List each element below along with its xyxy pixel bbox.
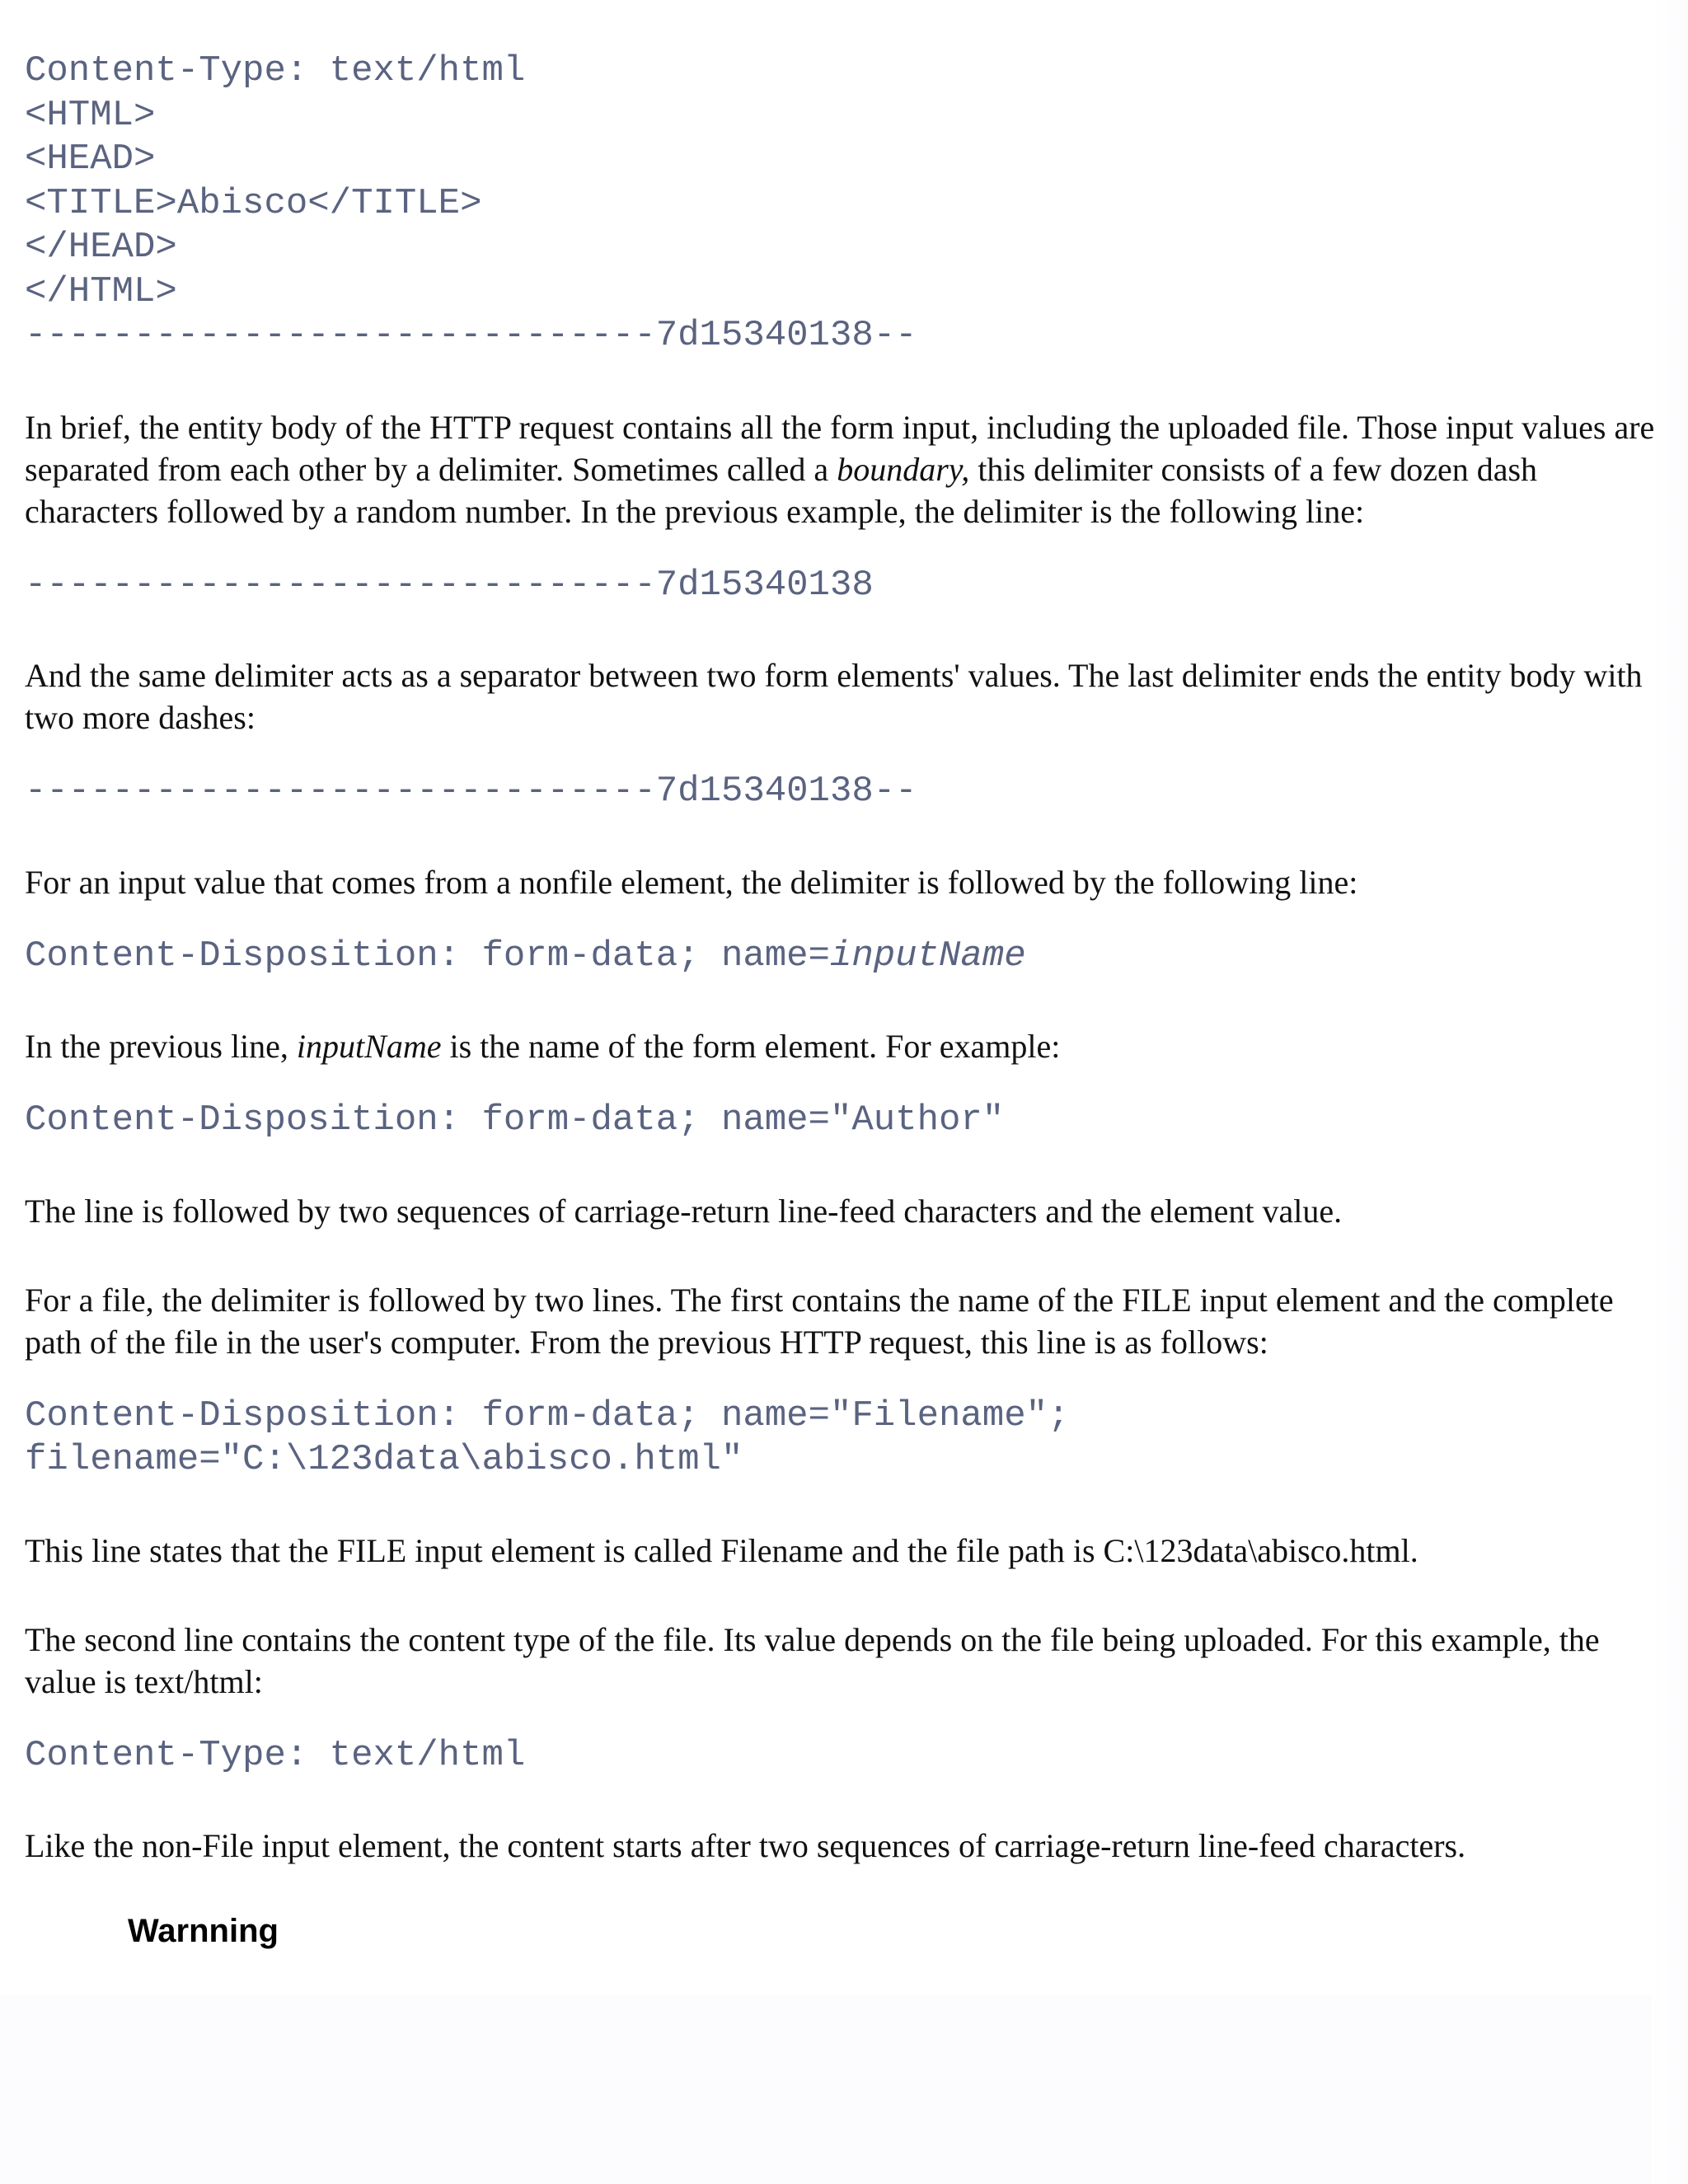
document-page (25, 49, 1665, 1950)
paragraph-inputname (25, 1025, 1665, 1067)
paragraph-file: For a file, the delimiter is followed by two lines. The first contains the name of the FILE input element and the complete path of the file in the user's computer. From the previous HTTP request, this line is as follows: (25, 1281, 1614, 1361)
code-line: </HEAD> (25, 227, 177, 268)
code-line: Content-Disposition: form-data; name="Filename"; (25, 1394, 1070, 1436)
paragraph-file-path: This line states that the FILE input element is called Filename and the file path is C:\123data\abisco.html. (25, 1531, 1418, 1569)
paragraph-content-type: The second line contains the content type of the file. Its value depends on the file being uploaded. For this example, the value is text/html: (25, 1620, 1600, 1700)
code-block-top (25, 49, 1665, 359)
paragraph-text: this delimiter consists of a few dozen dash characters followed by a random number. In the previous example, the delimiter is the following line: (25, 450, 1538, 530)
paragraph-crlf: The line is followed by two sequences of carriage-return line-feed characters and the element value. (25, 1192, 1343, 1230)
code-delimiter-end: -----------------------------7d15340138-- (25, 771, 917, 812)
paragraph-nonfile: For an input value that comes from a nonfile element, the delimiter is followed by the following line: (25, 863, 1358, 901)
code-line: <HEAD> (25, 138, 156, 180)
code-line: -----------------------------7d15340138-- (25, 315, 917, 356)
code-content-type: Content-Type: text/html (25, 1734, 526, 1776)
code-disposition-author: Content-Disposition: form-data; name="Author" (25, 1099, 1005, 1141)
code-emphasis: inputName (829, 935, 1026, 977)
paragraph-emphasis: boundary, (837, 450, 970, 488)
code-line: </HTML> (25, 270, 177, 312)
code-text: Content-Disposition: form-data; name= (25, 935, 830, 977)
paragraph-text: In brief, the entity body of the HTTP request contains all the form input, including the uploaded file. Those input values are separated from each other by a delimiter. Sometimes called a (25, 408, 1655, 488)
code-line: filename="C:\123data\abisco.html" (25, 1439, 743, 1480)
paragraph-non-file-content: Like the non-File input element, the content starts after two sequences of carriage-return line-feed characters. (25, 1827, 1466, 1864)
paragraph-text: In the previous line, (25, 1028, 297, 1065)
paragraph-text: is the name of the form element. For example: (441, 1028, 1061, 1065)
warning-title: Warnning (128, 1913, 279, 1949)
code-delimiter: -----------------------------7d15340138 (25, 564, 874, 606)
code-block-file (25, 1394, 1665, 1483)
code-line: <HTML> (25, 94, 156, 136)
code-line: <TITLE>Abisco</TITLE> (25, 182, 482, 224)
paragraph-boundary (25, 406, 1665, 532)
code-line: Content-Type: text/html (25, 50, 526, 91)
code-disposition-generic (25, 935, 1665, 979)
paragraph-separator: And the same delimiter acts as a separator between two form elements' values. The last delimiter ends the entity body with two more dashes: (25, 657, 1643, 736)
warning-panel-background (0, 1994, 1688, 2184)
paragraph-emphasis: inputName (296, 1028, 442, 1065)
